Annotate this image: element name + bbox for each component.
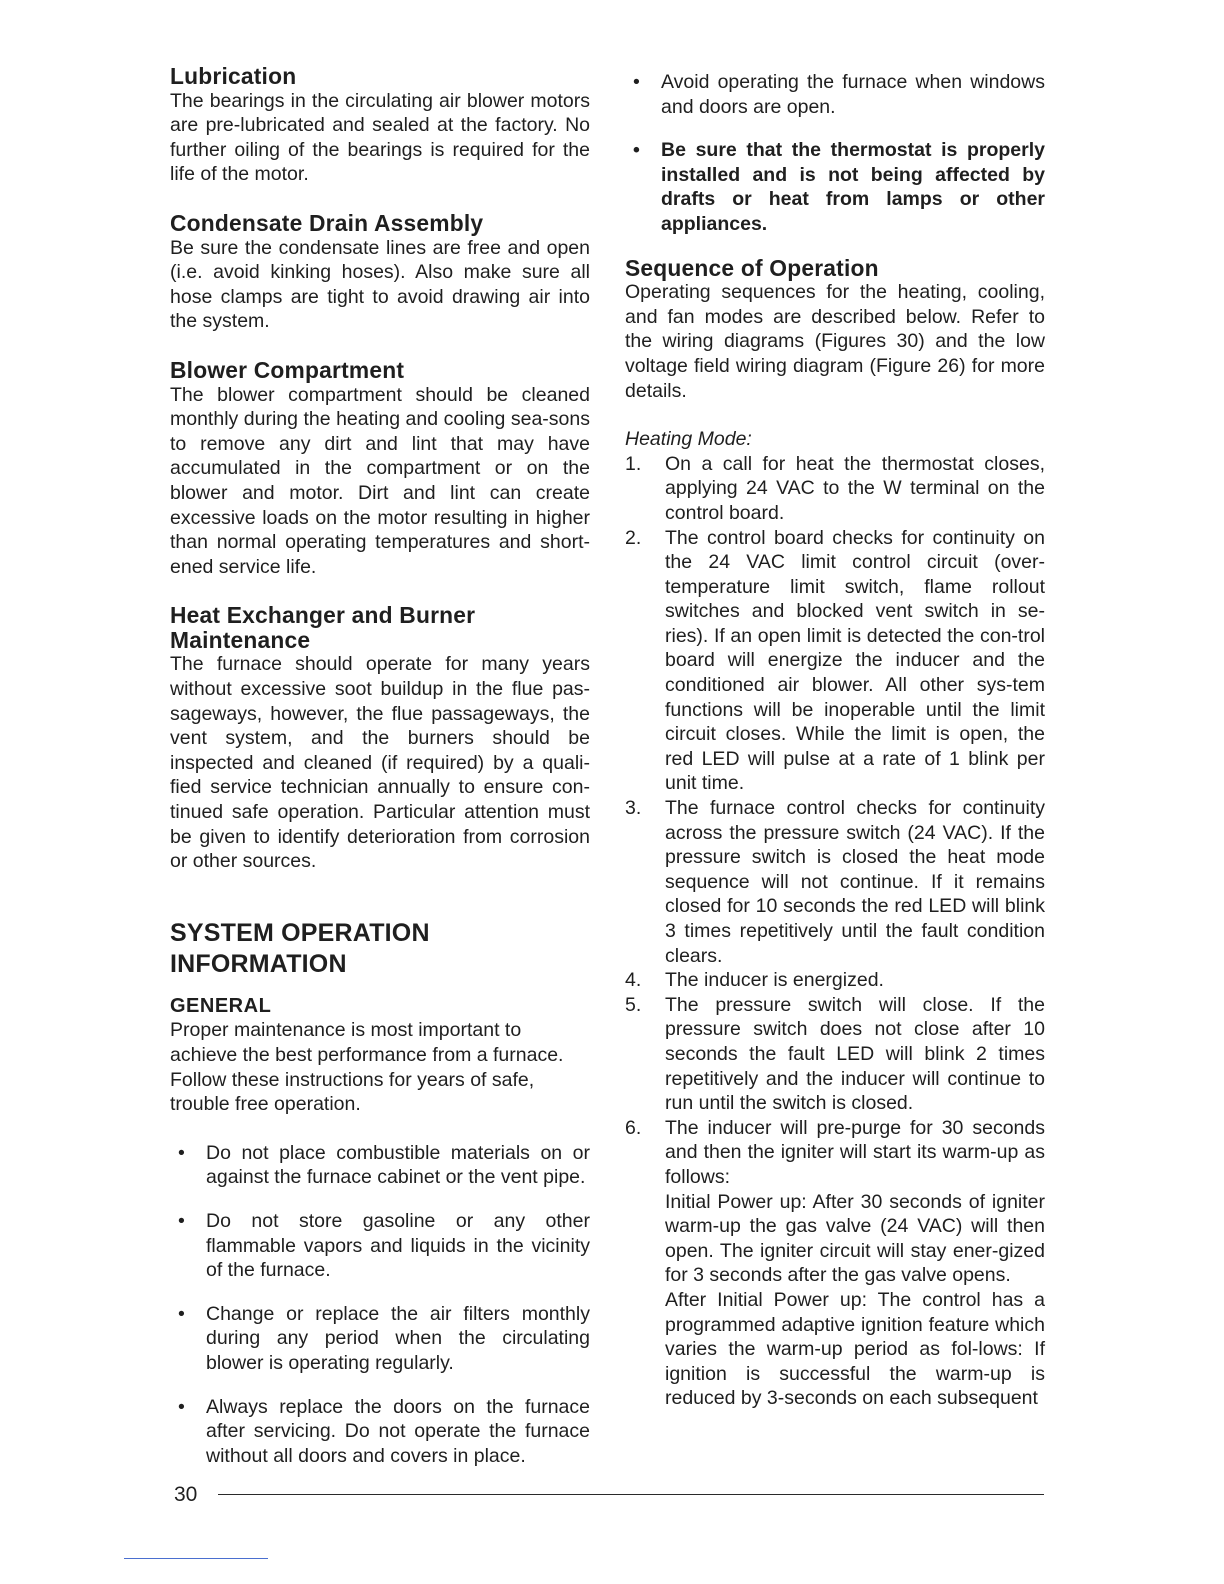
list-item [625, 796, 1045, 968]
list-item [170, 1395, 590, 1469]
blower-section [170, 358, 590, 579]
safety-bullet-list [170, 1141, 590, 1469]
general-body: Proper maintenance is most important to achieve the best performance from a furnace. Follow these instructions for years of safe, trouble free operation. [170, 1019, 564, 1116]
page-number: 30 [174, 1483, 198, 1506]
step6-after-power-up: After Initial Power up: The control has a programmed adaptive ignition feature which varies the warm-up period as fol-lows: If ignition is successful the warm-up is reduced by 3-seconds on each subsequent [665, 1288, 1045, 1410]
heat-exchanger-heading: Heat Exchanger and Burner Maintenance [170, 602, 476, 653]
bullet-icon: • [178, 1209, 185, 1232]
list-item [625, 968, 1045, 993]
list-item [625, 526, 1045, 797]
step-number: 2. [625, 526, 642, 549]
heating-mode-label: Heating Mode: [625, 428, 752, 451]
heat-exchanger-body: The furnace should operate for many years without excessive soot buildup in the flue pas-sageways, however, the flue passageways, the vent system, and the burners should be inspected and cleaned (if required) by a quali-fied service technician annually to ensure con-tinued safe operation. Particular attention must be given to identify deterioration from corrosion or other sources. [170, 653, 590, 873]
bullet-icon: • [178, 1395, 185, 1418]
system-operation-title: SYSTEM OPERATION INFORMATION [170, 918, 430, 978]
heat-exchanger-section [170, 603, 590, 874]
step-text: On a call for heat the thermostat closes, applying 24 VAC to the W terminal on the control board. [665, 452, 1045, 524]
sequence-section [625, 256, 1045, 404]
step-text: The furnace control checks for continuity across the pressure switch (24 VAC). If the pressure switch is closed the heat mode sequence will not continue. If it remains closed for 10 seconds the red LED will blink 3 times repetitively until the fault condition clears. [665, 797, 1045, 967]
list-item [625, 1116, 1045, 1411]
footer-rule [218, 1494, 1044, 1495]
bullet-icon: • [178, 1302, 185, 1325]
condensate-section [170, 211, 590, 334]
lubrication-heading: Lubrication [170, 63, 297, 89]
bullet-text: Change or replace the air filters monthly during any period when the circulating blower is operating regularly. [206, 1302, 590, 1374]
thermostat-warning-list [625, 138, 1045, 236]
step-text: The inducer will pre-purge for 30 seconds and then the igniter will start its warm-up as follows: [665, 1116, 1045, 1188]
bullet-text: Do not place combustible materials on or against the furnace cabinet or the vent pipe. [206, 1141, 590, 1189]
blower-heading: Blower Compartment [170, 356, 405, 383]
condensate-heading: Condensate Drain Assembly [170, 209, 484, 236]
bottom-accent-line [124, 1558, 268, 1559]
right-column [625, 70, 1045, 1411]
bullet-icon: • [633, 139, 640, 162]
lubrication-body: The bearings in the circulating air blower motors are pre-lubricated and sealed at the factory. No further oiling of the bearings is required for the life of the motor. [170, 89, 590, 186]
bullet-text: Be sure that the thermostat is properly installed and is not being affected by drafts or heat from lamps or other appliances. [661, 139, 1045, 235]
step-text: The pressure switch will close. If the pressure switch does not close after 10 seconds the fault LED will blink 2 times repetitively and the inducer will continue to run until the switch is closed. [665, 993, 1045, 1115]
step-text: The inducer is energized. [665, 969, 884, 992]
list-item [625, 993, 1045, 1116]
list-item [170, 1302, 590, 1376]
bullet-icon: • [178, 1141, 185, 1164]
step-number: 3. [625, 797, 642, 820]
step-number: 6. [625, 1116, 642, 1139]
sequence-body: Operating sequences for the heating, cooling, and fan modes are described below. Refer to the wiring diagrams (Figures 30) and the low voltage field wiring diagram (Figure 26) for more details. [625, 281, 1045, 402]
furnace-tips-list [625, 70, 1045, 119]
bullet-text: Do not store gasoline or any other flammable vapors and liquids in the vicinity of the furnace. [206, 1209, 590, 1282]
step-number: 1. [625, 452, 642, 475]
list-item [625, 70, 1045, 119]
step-text: The control board checks for continuity on the 24 VAC limit control circuit (over-temperature limit switch, flame rollout switches and blocked vent switch in se-ries). If an open limit is detected the con-trol board will energize the inducer and the conditioned air blower. All other sys-tem functions will be inoperable until the limit circuit closes. While the limit is open, the red LED will pulse at a rate of 1 blink per unit time. [665, 526, 1045, 795]
condensate-body: Be sure the condensate lines are free and open (i.e. avoid kinking hoses). Also make sure all hose clamps are tight to avoid drawing air into the system. [170, 236, 590, 333]
list-item [625, 452, 1045, 526]
lubrication-section [170, 64, 590, 187]
left-column [170, 64, 590, 1487]
step-number: 4. [625, 969, 642, 992]
general-section [170, 994, 590, 1117]
sequence-heading: Sequence of Operation [625, 254, 879, 281]
bullet-text: Always replace the doors on the furnace after servicing. Do not operate the furnace without all doors and covers in place. [206, 1395, 590, 1467]
step6-initial-power-up: Initial Power up: After 30 seconds of igniter warm-up the gas valve (24 VAC) will then open. The igniter circuit will stay ener-gized for 3 seconds after the gas valve opens. [665, 1190, 1045, 1287]
blower-body: The blower compartment should be cleaned monthly during the heating and cooling sea-sons to remove any dirt and lint that may have accumulated in the compartment or on the blower and motor. Dirt and lint can create excessive loads on the motor resulting in higher than normal operating temperatures and short-ened service life. [170, 383, 590, 578]
list-item [625, 138, 1045, 236]
list-item [170, 1209, 590, 1283]
bullet-icon: • [633, 71, 640, 93]
general-heading: GENERAL [170, 994, 272, 1017]
bullet-text: Avoid operating the furnace when windows and doors are open. [661, 71, 1045, 118]
heating-steps-list [625, 452, 1045, 1411]
list-item [170, 1141, 590, 1190]
step-number: 5. [625, 993, 642, 1016]
